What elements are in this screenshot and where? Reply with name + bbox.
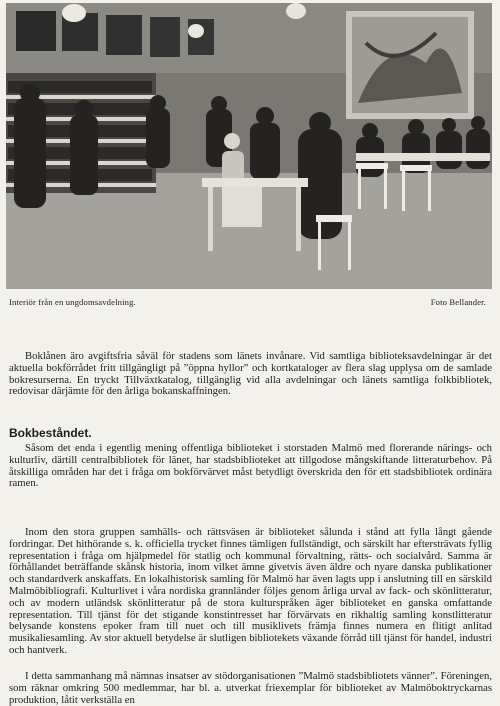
paragraph-loans: Boklånen äro avgiftsfria såväl för stadens som länets invånare. Vid samtliga biblioteksavdelningar är det aktuella bokförrådet fritt tillgängligt på ”öppna hyllor” och kortkataloger av flera slag upplysa om de samlade bokresurserna. En tryckt Tillväxtkatalog, tillgänglig vid alla avdelningar och länets samtliga folkbibliotek, redovisar därjämte för den årliga bokanskaffningen. [9, 350, 492, 398]
paragraph-friends-society: I detta sammanhang må nämnas insatser av stödorganisationen ”Malmö stadsbibliotets vänner”. Föreningen, som räknar omkring 500 medlemmar, har bl. a. utverkat friexemplar för biblioteket av Malmöboktryckarnas produktion, låtit verkställa en [9, 670, 492, 706]
photo-credit: Foto Bellander. [430, 297, 486, 307]
paragraph-collections: Inom den stora gruppen samhälls- och rättsväsen är biblioteket sålunda i stånd att fylla långt gående fordringar. Det hithörande s. k. officiella trycket finnes tämligen fullständigt, och särskilt har eftersträvats fyllig representation i fråga om hjälpmedel för statlig och kommunal förvaltning, rätts- och socialvård. Samma är förhållandet beträffande skånsk historia, inom vilket ämne givetvis även äldre och nyare danska publikationer och standardverk anskaffats. En lokalhistorisk samling för Malmö har även lagts upp i anslutning till en särskild Malmöbibliografi. Kulturlivet i våra nordiska grannländer följes genom årliga urval av fack- och skönlitteratur, och av modern utländsk skönlitteratur på de stora kulturspråken äger biblioteket en ganska omfattande representation. Till tjänst för det stigande konstintresset har förvärvats en rikhaltig samling konstlitteratur belysande konstens epoker fram till nuet och till musiklivets främja finnes numera en flitigt anlitad musikaliesamling. Av stor aktuell betydelse är slutligen bibliotekets växande förråd till tjänst för handel, industri och hantverk. [9, 526, 492, 656]
section-heading: Bokbeståndet. [9, 426, 92, 440]
paragraph-central-library: Såsom det enda i egentlig mening offentliga biblioteket i storstaden Malmö med florerande närings- och kulturliv, därtill centralbibliotek för länet, har stadsbiblioteket att tillgodose mångskiftande litteraturbehov. På åtskilliga områden har det i fråga om bokförvärvet måst betydligt överskrida den för ett stadsbibliotek ordinära ramen. [9, 442, 492, 490]
library-interior-photo [6, 3, 492, 289]
photo-caption: Interiör från en ungdomsavdelning. [9, 297, 136, 307]
